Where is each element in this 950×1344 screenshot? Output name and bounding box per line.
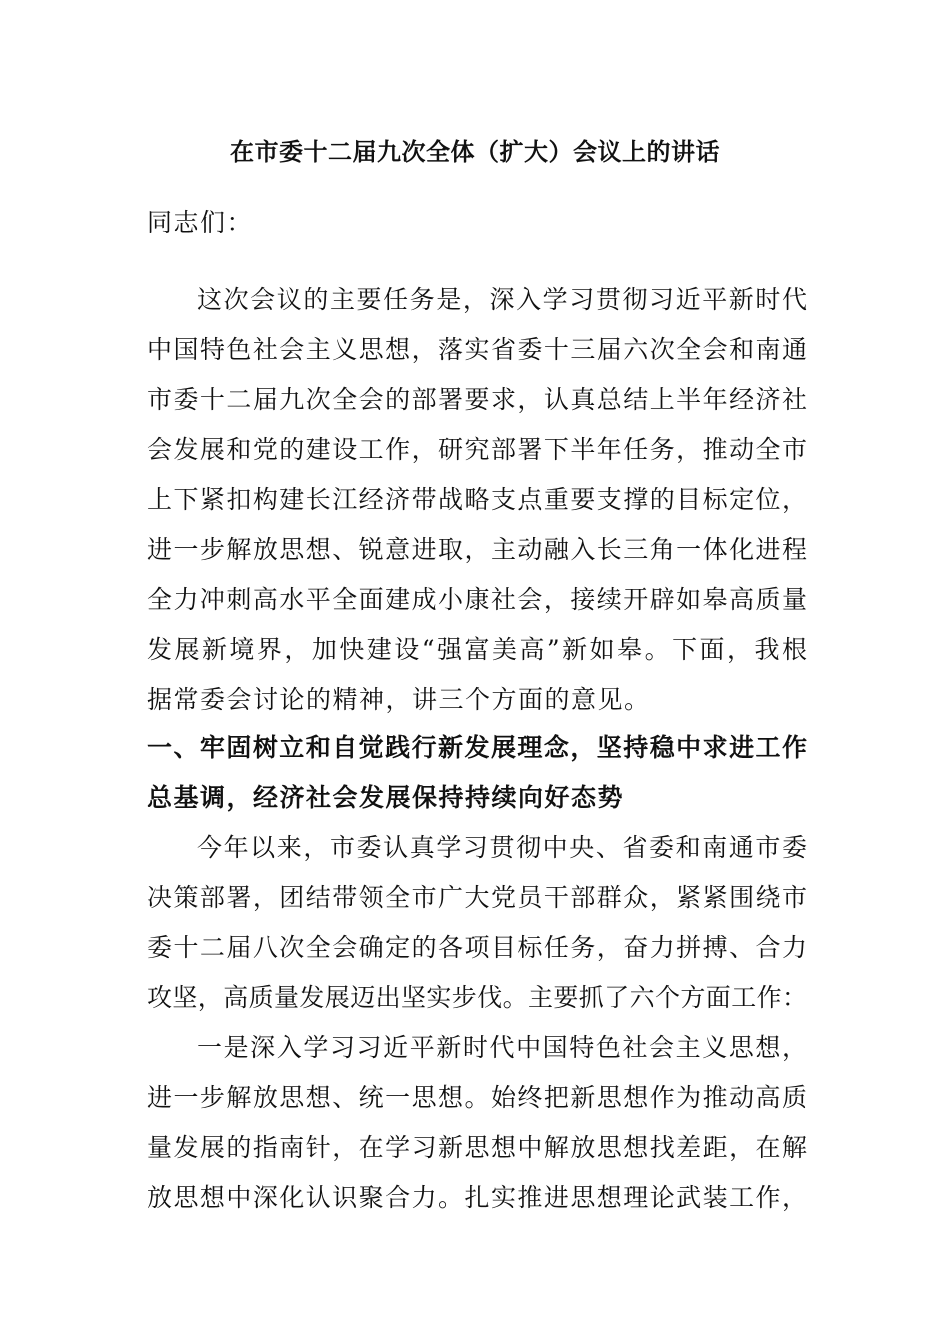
paragraph-line: 发展新境界，加快建设“强富美高”新如皋。下面，我根 (147, 635, 807, 664)
document-title: 在市委十二届九次全体（扩大）会议上的讲话 (230, 137, 720, 166)
paragraph-line: 进一步解放思想、锐意进取，主动融入长三角一体化进程 (147, 535, 807, 564)
paragraph-line: 全力冲刺高水平全面建成小康社会，接续开辟如皋高质量 (147, 585, 807, 614)
paragraph-line: 量发展的指南针，在学习新思想中解放思想找差距，在解 (147, 1133, 807, 1162)
paragraph-line: 上下紧扣构建长江经济带战略支点重要支撑的目标定位， (147, 485, 807, 514)
paragraph-line: 这次会议的主要任务是，深入学习贯彻习近平新时代 (197, 285, 807, 314)
paragraph-line: 进一步解放思想、统一思想。始终把新思想作为推动高质 (147, 1083, 807, 1112)
paragraph-line: 攻坚，高质量发展迈出坚实步伐。主要抓了六个方面工作： (147, 983, 807, 1012)
paragraph-line: 市委十二届九次全会的部署要求，认真总结上半年经济社 (147, 385, 807, 414)
paragraph-line: 一是深入学习习近平新时代中国特色社会主义思想， (197, 1033, 807, 1062)
salutation: 同志们： (147, 208, 254, 237)
paragraph-line: 委十二届八次全会确定的各项目标任务，奋力拼搏、合力 (147, 933, 807, 962)
section-heading-line: 总基调，经济社会发展保持持续向好态势 (147, 783, 625, 812)
paragraph-line: 放思想中深化认识聚合力。扎实推进思想理论武装工作， (147, 1183, 807, 1212)
paragraph-line: 据常委会讨论的精神，讲三个方面的意见。 (147, 685, 651, 714)
paragraph-line: 会发展和党的建设工作，研究部署下半年任务，推动全市 (147, 435, 807, 464)
section-heading-line: 一、牢固树立和自觉践行新发展理念，坚持稳中求进工作 (147, 733, 807, 762)
paragraph-line: 今年以来，市委认真学习贯彻中央、省委和南通市委 (197, 833, 807, 862)
paragraph-line: 中国特色社会主义思想，落实省委十三届六次全会和南通 (147, 335, 807, 364)
paragraph-line: 决策部署，团结带领全市广大党员干部群众，紧紧围绕市 (147, 883, 807, 912)
